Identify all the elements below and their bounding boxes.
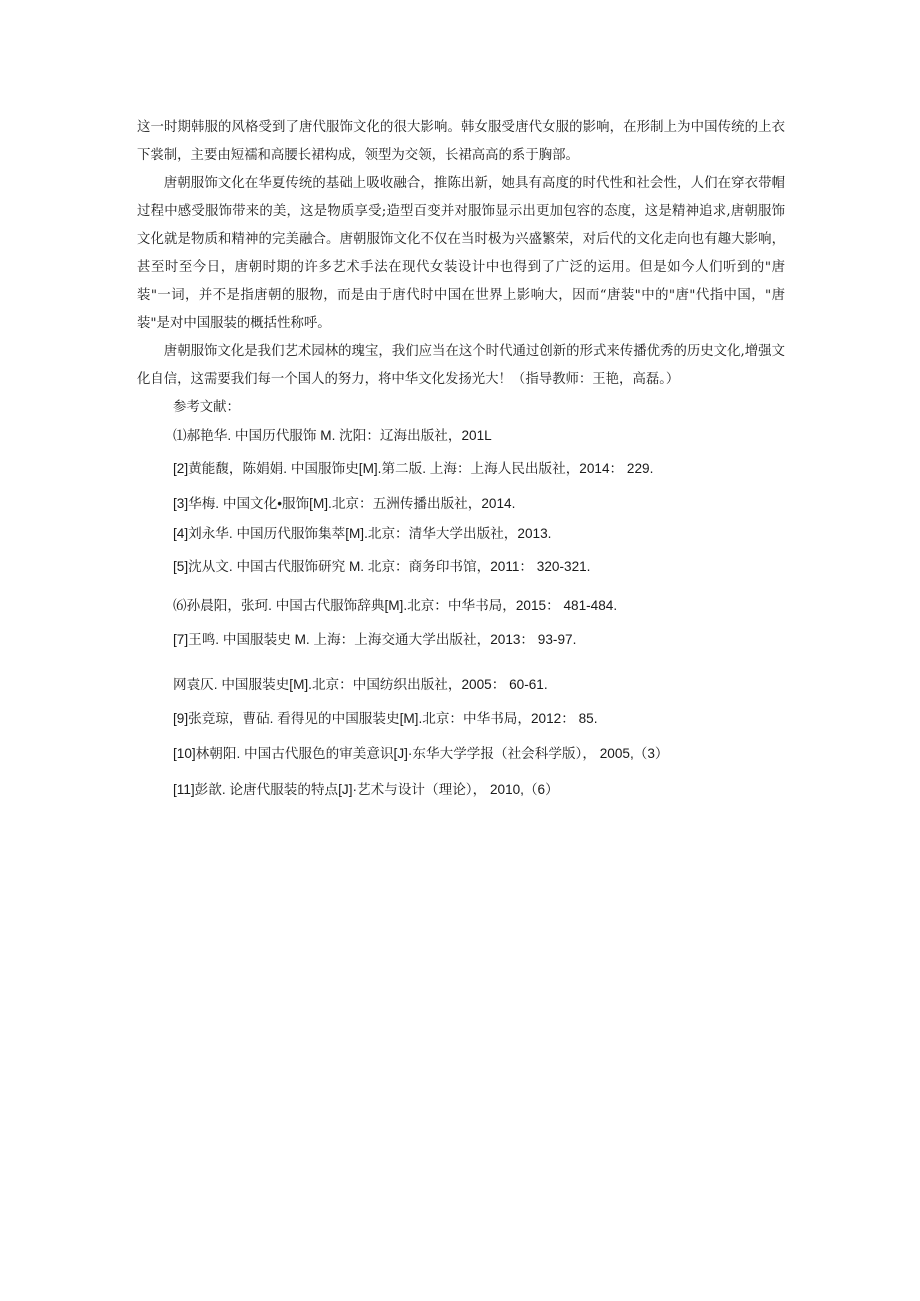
body-paragraph-3: 唐朝服饰文化是我们艺术园林的瑰宝，我们应当在这个时代通过创新的形式来传播优秀的历史文化,增强文化自信，这需要我们每一个国人的努力，将中华文化发扬光大！（指导教师：王艳，高磊。）	[137, 344, 785, 387]
reference-item: [4]刘永华. 中国历代服饰集萃[M].北京：清华大学出版社，2013.	[173, 526, 552, 541]
reference-item: [2]黄能馥，陈娟娟. 中国服饰史[M].第二版. 上海：上海人民出版社，2014： 229.	[173, 461, 654, 476]
reference-item: [11]彭歆. 论唐代服装的特点[J]·艺术与设计（理论）， 2010,（6）	[173, 782, 559, 797]
reference-item: ⑴郝艳华. 中国历代服饰 M. 沈阳：辽海出版社，201L	[173, 428, 492, 443]
reference-item: [5]沈从文. 中国古代服饰研究 M. 北京：商务印书馆，2011： 320-321.	[173, 559, 591, 574]
references-heading: 参考文献：	[173, 400, 240, 415]
reference-item: [10]林朝阳. 中国古代服色的审美意识[J]·东华大学学报（社会科学版）， 2005,（3）	[173, 746, 669, 761]
body-paragraph-2: 唐朝服饰文化在华夏传统的基础上吸收融合，推陈出新，她具有高度的时代性和社会性，人们在穿衣带帽过程中感受服饰带来的美，这是物质享受;造型百变并对服饰显示出更加包容的态度，这是精神追求,唐朝服饰文化就是物质和精神的完美融合。唐朝服饰文化不仅在当时极为兴盛繁荣，对后代的文化走向也有趣大影响，甚至时至今日，唐朝时期的许多艺术手法在现代女装设计中也得到了广泛的运用。但是如今人们听到的"唐装"一词，并不是指唐朝的服物，而是由于唐代时中国在世界上影响大，因而“唐装"中的"唐"代指中国，"唐装"是对中国服装的概括性称呼。	[137, 176, 785, 331]
reference-item: [9]张竞琼，曹砧. 看得见的中国服装史[M].北京：中华书局，2012： 85.	[173, 711, 598, 726]
reference-item: ⑹孙晨阳，张珂. 中国古代服饰辞典[M].北京：中华书局，2015： 481-484.	[173, 598, 618, 613]
reference-item: [3]华梅. 中国文化•服饰[M].北京：五洲传播出版社，2014.	[173, 496, 516, 511]
references-list	[137, 426, 785, 800]
reference-item: 网袁仄. 中国服装史[M].北京：中国纺织出版社，2005： 60-61.	[173, 677, 548, 692]
document-page	[137, 114, 785, 800]
reference-item: [7]王鸣. 中国服装史 M. 上海：上海交通大学出版社，2013： 93-97.	[173, 632, 577, 647]
body-paragraph-1: 这一时期韩服的风格受到了唐代服饰文化的很大影响。韩女服受唐代女服的影响，在形制上为中国传统的上衣下裳制，主要由短襦和高腰长裙构成，领型为交领，长裙高高的系于胸部。	[137, 120, 785, 163]
